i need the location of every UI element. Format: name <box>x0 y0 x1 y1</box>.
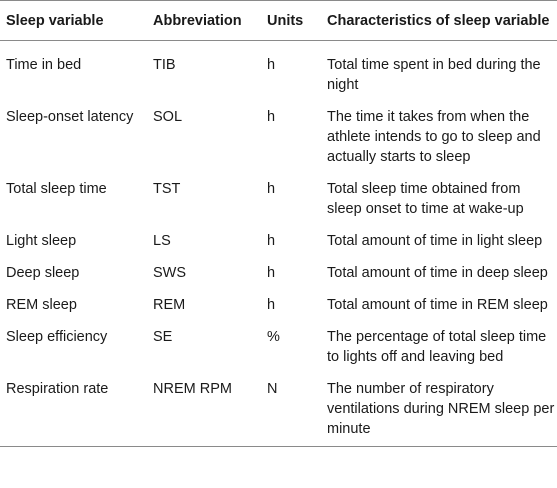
cell-abbreviation: LS <box>153 233 171 249</box>
cell-units: h <box>267 109 276 125</box>
table-row <box>0 223 557 255</box>
table-row <box>0 41 557 100</box>
cell-units: h <box>267 57 276 73</box>
cell-units: % <box>267 329 280 345</box>
table-row <box>0 287 557 319</box>
table-row <box>0 171 557 223</box>
cell-characteristics: Total amount of time in REM sleep <box>327 297 548 313</box>
cell-abbreviation: NREM RPM <box>153 381 232 397</box>
cell-sleep-variable: Total sleep time <box>6 181 107 197</box>
cell-sleep-variable: Respiration rate <box>6 381 109 397</box>
table-header <box>0 1 557 41</box>
cell-characteristics: Total time spent in bed during the night <box>327 57 541 93</box>
cell-sleep-variable: Sleep-onset latency <box>6 109 134 125</box>
header-row <box>0 1 557 41</box>
cell-units: h <box>267 181 276 197</box>
cell-abbreviation: SOL <box>153 109 183 125</box>
cell-units: h <box>267 297 276 313</box>
cell-characteristics: Total amount of time in deep sleep <box>327 265 548 281</box>
table-row <box>0 371 557 447</box>
header-units: Units <box>267 13 304 29</box>
cell-characteristics: The percentage of total sleep time to lights off and leaving bed <box>327 329 547 365</box>
cell-units: h <box>267 265 276 281</box>
cell-sleep-variable: Sleep efficiency <box>6 329 108 345</box>
cell-units: N <box>267 381 278 397</box>
cell-sleep-variable: Light sleep <box>6 233 77 249</box>
header-sleep-variable: Sleep variable <box>6 13 104 29</box>
cell-characteristics: The time it takes from when the athlete intends to go to sleep and actually starts to sleep <box>327 109 541 165</box>
cell-abbreviation: TST <box>153 181 181 197</box>
cell-abbreviation: TIB <box>153 57 176 73</box>
cell-abbreviation: REM <box>153 297 186 313</box>
cell-sleep-variable: REM sleep <box>6 297 77 313</box>
cell-abbreviation: SE <box>153 329 173 345</box>
cell-sleep-variable: Time in bed <box>6 57 82 73</box>
cell-characteristics: The number of respiratory ventilations during NREM sleep per minute <box>327 381 555 437</box>
cell-characteristics: Total sleep time obtained from sleep onset to time at wake-up <box>327 181 524 217</box>
table-row <box>0 255 557 287</box>
cell-sleep-variable: Deep sleep <box>6 265 80 281</box>
table-row <box>0 99 557 171</box>
cell-abbreviation: SWS <box>153 265 187 281</box>
header-abbreviation: Abbreviation <box>153 13 242 29</box>
table-body <box>0 41 557 447</box>
cell-units: h <box>267 233 276 249</box>
cell-characteristics: Total amount of time in light sleep <box>327 233 543 249</box>
table-row <box>0 319 557 371</box>
header-characteristics: Characteristics of sleep variable <box>327 13 550 29</box>
